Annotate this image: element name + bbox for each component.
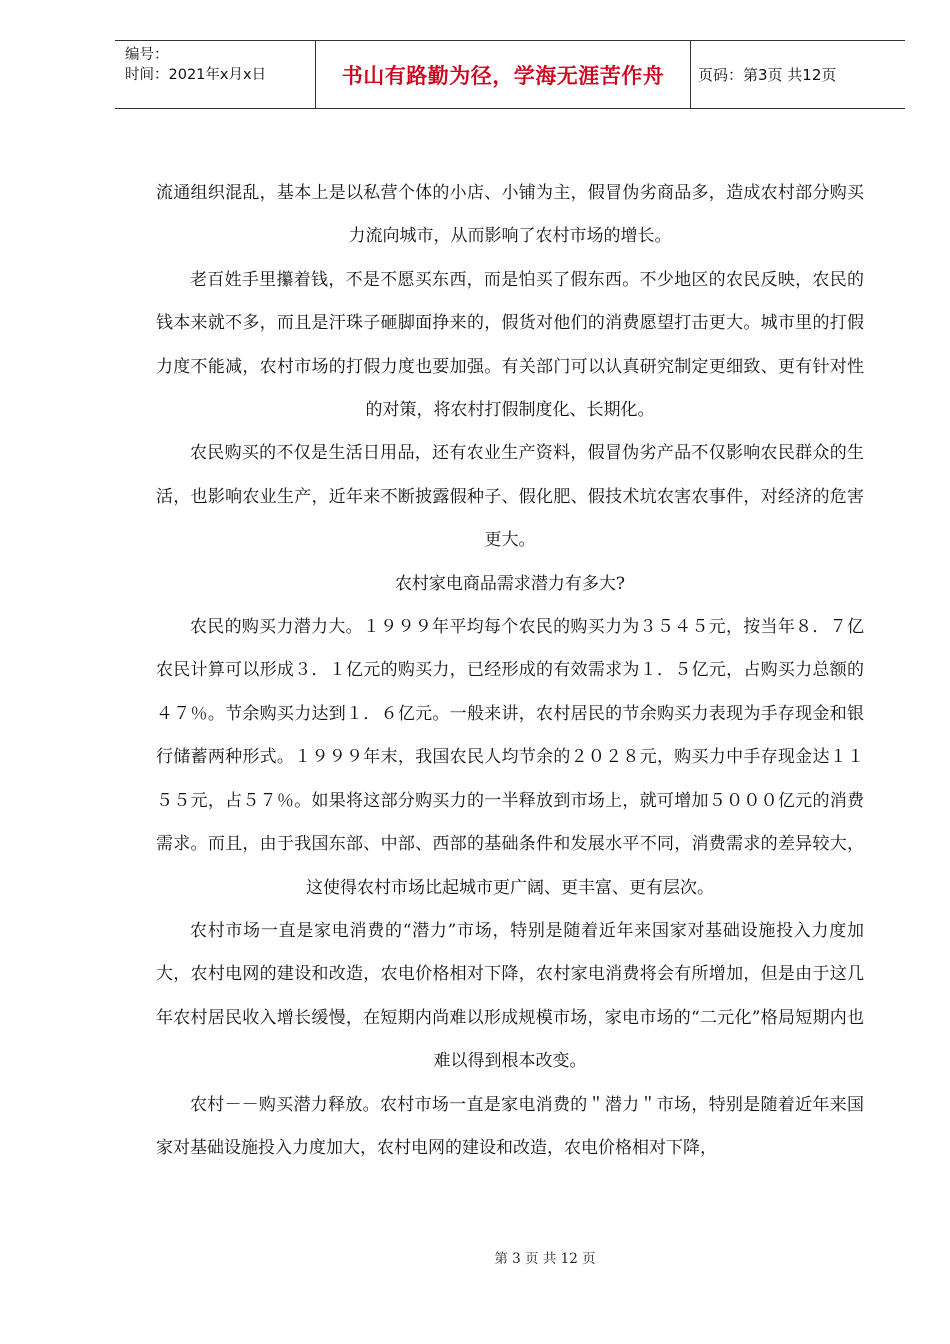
section-heading: 农村家电商品需求潜力有多大? bbox=[394, 573, 626, 594]
paragraph: 农村市场一直是家电消费的“潜力”市场，特别是随着近年来国家对基础设施投入力度加大，农村电网的建设和改造，农电价格相对下降，农村家电消费将会有所增加，但是由于这几年农村居民收入增长缓慢，在短期内尚难以形成规模市场，家电市场的“二元化”格局短期内也难以得到根本改变。 bbox=[156, 920, 864, 1072]
page-header bbox=[115, 40, 905, 109]
document-date: 时间：2021年x月x日 bbox=[125, 67, 267, 83]
paragraph: 农民的购买力潜力大。１９９９年平均每个农民的购买力为３５４５元，按当年８．７亿农民计算可以形成３．１亿元的购买力，已经形成的有效需求为１．５亿元，占购买力总额的４７％。节余购买力达到１．６亿元。一般来讲，农村居民的节余购买力表现为手存现金和银行储蓄两种形式。１９９９年末，我国农民人均节余的２０２８元，购买力中手存现金达１１５５元，占５７％。如果将这部分购买力的一半释放到市场上，就可增加５０００亿元的消费需求。而且，由于我国东部、中部、西部的基础条件和发展水平不同，消费需求的差异较大，这使得农村市场比起城市更广阔、更丰富、更有层次。 bbox=[156, 617, 864, 898]
page-footer: 第 3 页 共 12 页 bbox=[494, 1251, 596, 1267]
paragraph: 农民购买的不仅是生活日用品，还有农业生产资料，假冒伪劣产品不仅影响农民群众的生活，也影响农业生产，近年来不断披露假种子、假化肥、假技术坑农害农事件，对经济的危害更大。 bbox=[156, 443, 864, 551]
header-slogan-cell bbox=[315, 41, 691, 108]
header-slogan: 书山有路勤为径，学海无涯苦作舟 bbox=[341, 63, 665, 88]
document-body bbox=[156, 172, 864, 1170]
paragraph: 老百姓手里攥着钱，不是不愿买东西，而是怕买了假东西。不少地区的农民反映，农民的钱本来就不多，而且是汗珠子砸脚面挣来的，假货对他们的消费愿望打击更大。城市里的打假力度不能减，农村市场的打假力度也要加强。有关部门可以认真研究制定更细致、更有针对性的对策，将农村打假制度化、长期化。 bbox=[156, 269, 864, 421]
paragraph: 农村－－购买潜力释放。农村市场一直是家电消费的＂潜力＂市场，特别是随着近年来国家对基础设施投入力度加大，农村电网的建设和改造，农电价格相对下降， bbox=[156, 1094, 864, 1158]
header-meta bbox=[115, 41, 315, 108]
paragraph: 流通组织混乱，基本上是以私营个体的小店、小铺为主，假冒伪劣商品多，造成农村部分购买力流向城市，从而影响了农村市场的增长。 bbox=[156, 183, 864, 247]
header-page-cell bbox=[690, 41, 905, 108]
document-number-label: 编号： bbox=[125, 47, 169, 63]
header-page-info: 页码：第3页 共12页 bbox=[698, 66, 837, 84]
